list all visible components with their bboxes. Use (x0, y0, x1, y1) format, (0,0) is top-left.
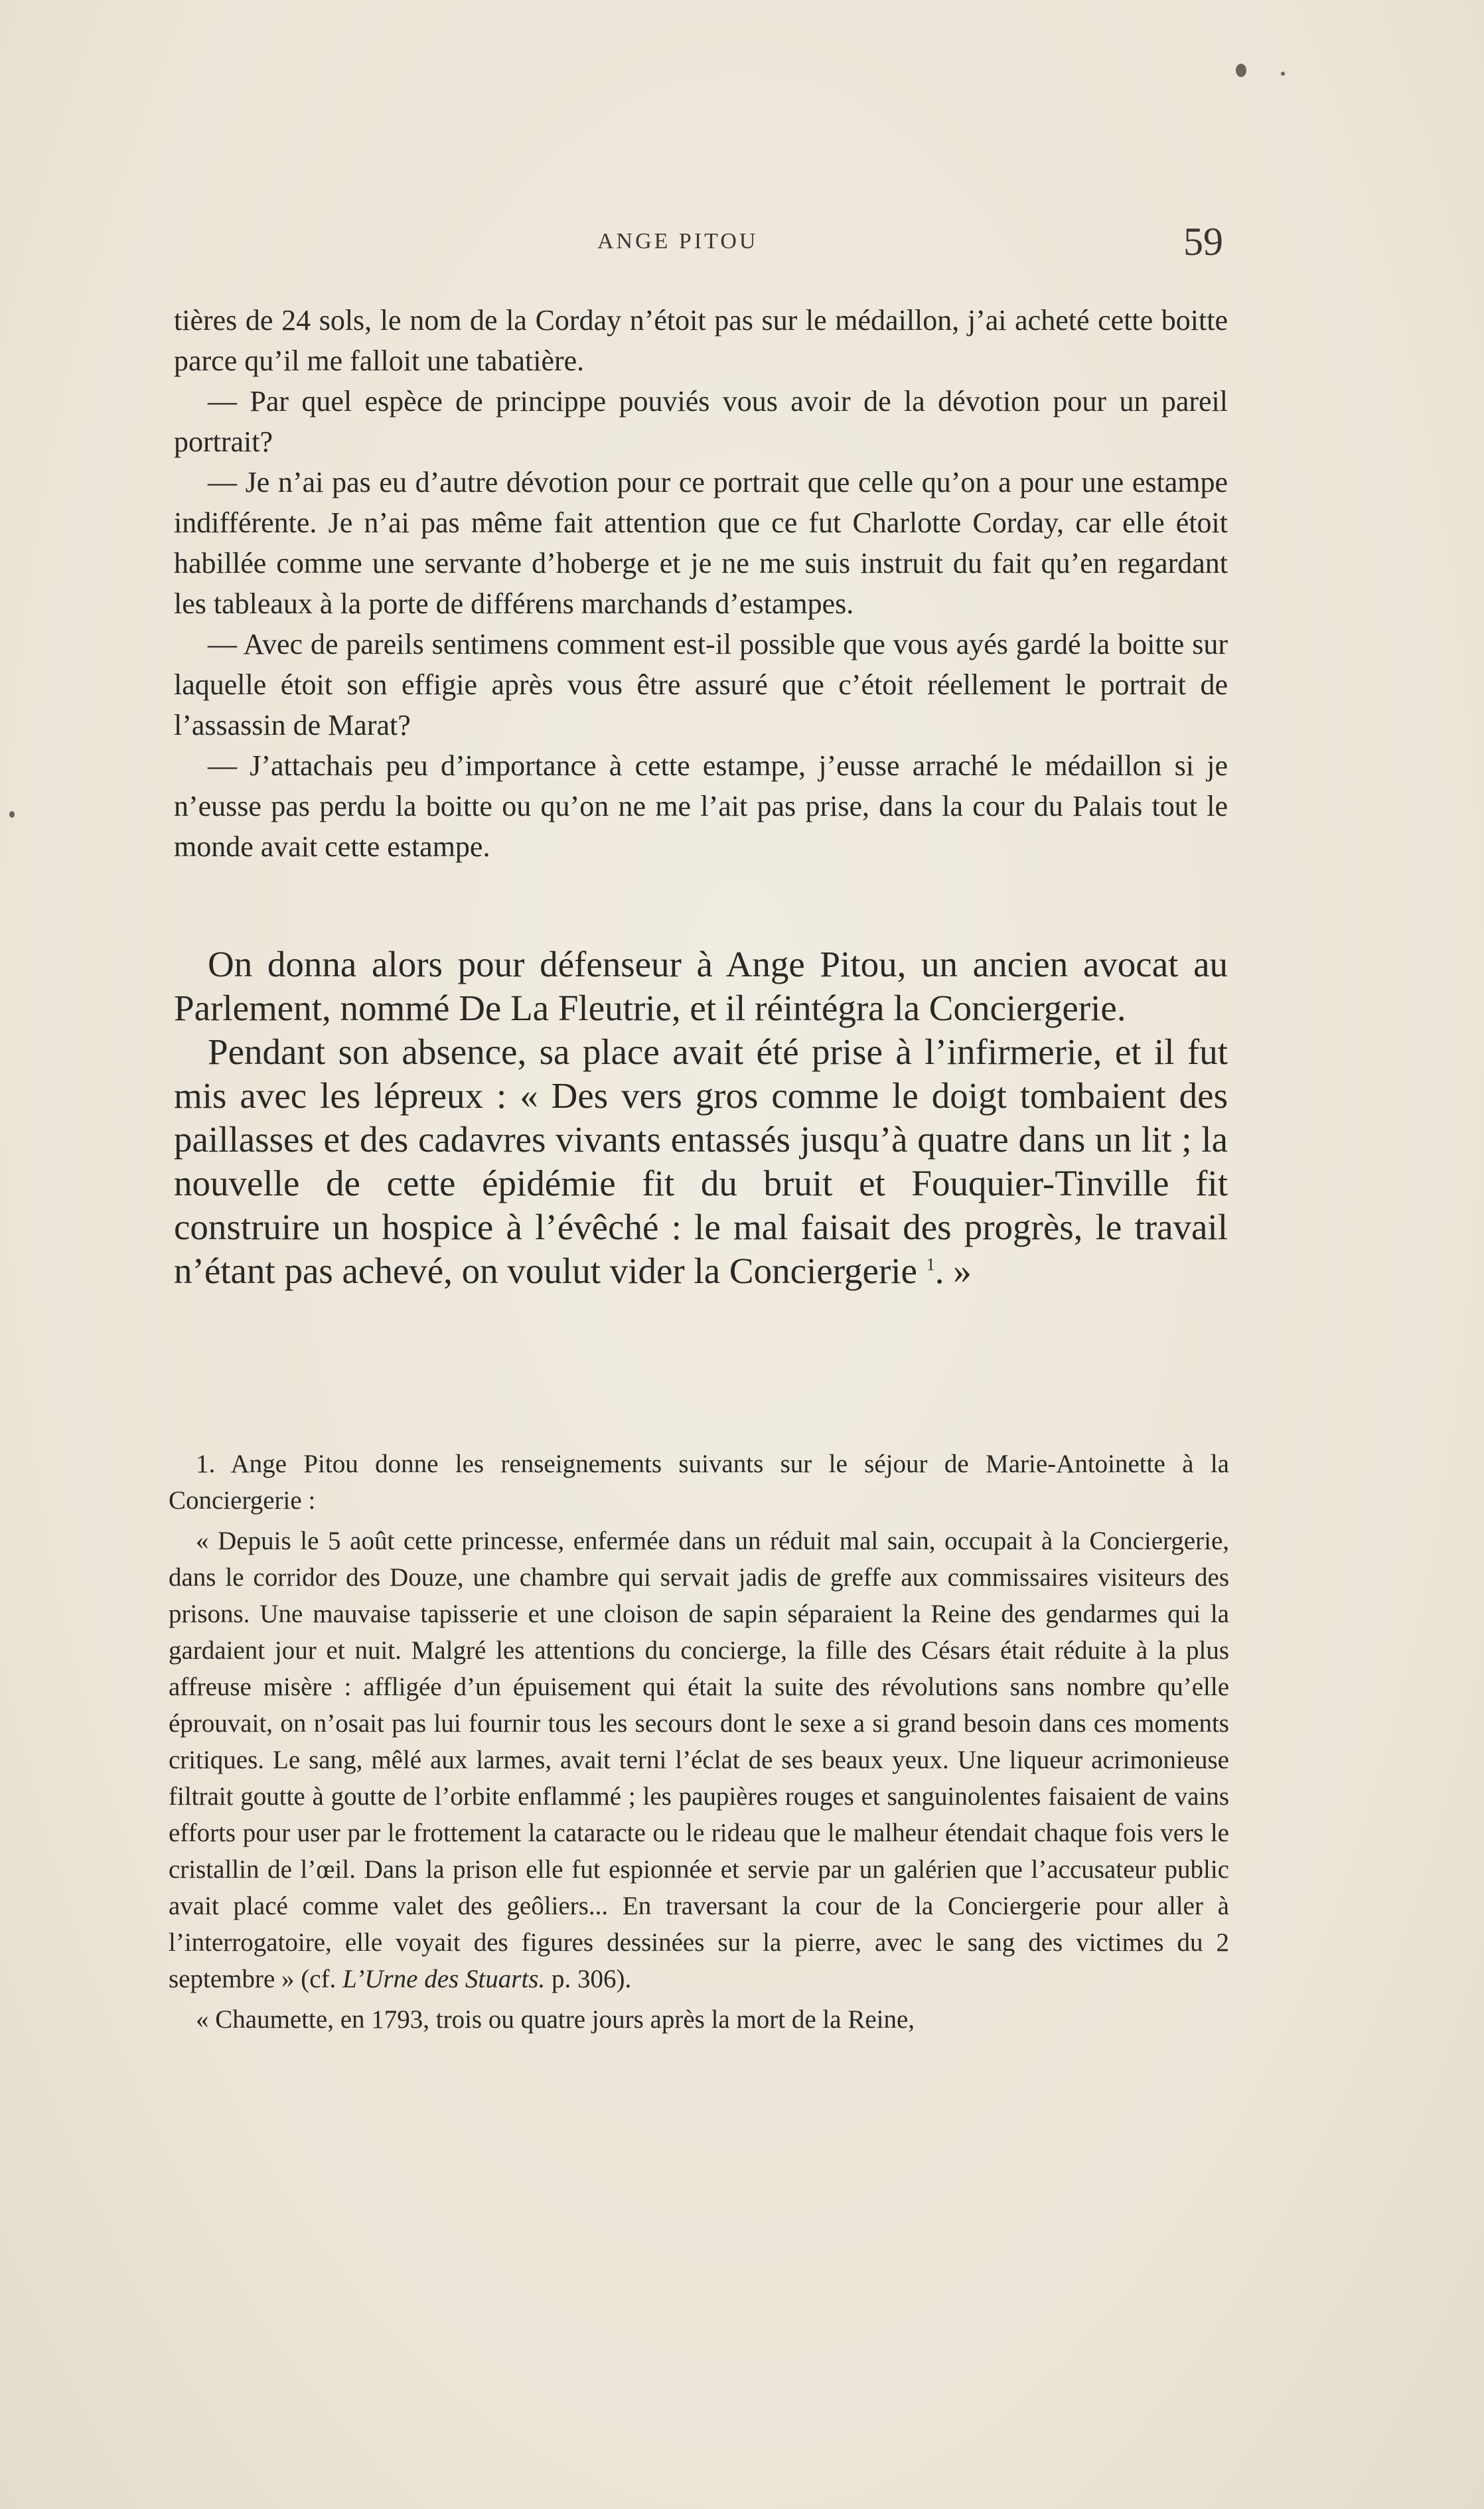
cited-work-title: L’Urne des Stuarts. (342, 1965, 546, 1993)
transcript-paragraph: — Je n’ai pas eu d’autre dévotion pour ce portrait que celle qu’on a pour une estampe indifférente. Je n’ai pas même fait attention que ce fut Charlotte Corday, car elle étoit habillée comme une servante d’hoberge et je ne me suis instruit du fait qu’en regardant les tableaux à la porte de différens marchands d’estampes. (174, 466, 1228, 620)
ink-speck (1281, 72, 1285, 76)
narrative-paragraph-text: Pendant son absence, sa place avait été prise à l’infirmerie, et il fut mis avec les lépreux : « Des vers gros comme le doigt tombaient des paillasses et des cadavres vivants entassés jusqu’à quatre dans un lit ; la nouvelle de cette épidémie fit du bruit et Fouquier-Tinville fit construire un hospice à l’évêché : le mal faisait des progrès, le travail n’étant pas achevé, on voulut vider la Conciergerie (174, 1031, 1228, 1291)
footnote-reference[interactable]: 1 (926, 1254, 935, 1274)
narrative-paragraph (174, 1030, 1228, 1293)
transcript-paragraph: tières de 24 sols, le nom de la Corday n’étoit pas sur le médaillon, j’ai acheté cette boitte parce qu’il me falloit une tabatière. (174, 304, 1228, 377)
cited-page: p. 306). (551, 1965, 632, 1993)
footnote-quote-continued: « Chaumette, en 1793, trois ou quatre jours après la mort de la Reine, (196, 2005, 915, 2034)
narrative-paragraph-end: . » (934, 1251, 972, 1291)
page-number: 59 (1183, 220, 1223, 264)
footnote (169, 1446, 1229, 1519)
transcript-paragraph: — Par quel espèce de princippe pouviés vous avoir de la dévotion pour un pareil portrait? (174, 385, 1228, 458)
ink-speck (9, 811, 15, 818)
footnote-quote (169, 1523, 1229, 1997)
narrative-paragraph: On donna alors pour défenseur à Ange Pitou, un ancien avocat au Parlement, nommé De La Fleutrie, et il réintégra la Conciergerie. (174, 944, 1228, 1028)
transcript-paragraph: — Avec de pareils sentimens comment est-il possible que vous ayés gardé la boitte sur laquelle étoit son effigie après vous être assuré que c’étoit réellement le portrait de l’assassin de Marat? (174, 628, 1228, 741)
footnote-intro: Ange Pitou donne les renseignements suivants sur le séjour de Marie-Antoinette à la Conciergerie : (169, 1450, 1229, 1515)
footnote-number: 1. (196, 1450, 216, 1478)
interrogation-transcript (174, 300, 1228, 867)
footnote-quote-text: « Depuis le 5 août cette princesse, enfermée dans un réduit mal sain, occupait à la Conciergerie, dans le corridor des Douze, une chambre qui servait jadis de greffe aux commissaires visiteurs des prisons. Une mauvaise tapisserie et une cloison de sapin séparaient la Reine des gendarmes qui la gardaient jour et nuit. Malgré les attentions du concierge, la fille des Césars était réduite à la plus affreuse misère : affligée d’un épuisement qui était la suite des révolutions sans nombre qu’elle éprouvait, on n’osait pas lui fournir tous les secours dont le sexe a si grand besoin dans ces moments critiques. Le sang, mêlé aux larmes, avait terni l’éclat de ses beaux yeux. Une liqueur acrimonieuse filtrait goutte à goutte de l’orbite enflammé ; les paupières rouges et sanguinolentes faisaient de vains efforts pour user par le frottement la cataracte ou le rideau que le malheur étendait chaque fois vers le cristallin de l’œil. Dans la prison elle fut espionnée et servie par un galérien que l’accusateur public avait placé comme valet des geôliers... En traversant la cour de la Conciergerie pour aller à l’interrogatoire, elle voyait des figures dessinées sur la pierre, avec le sang des victimes du 2 septembre » (cf. (169, 1527, 1229, 1993)
running-head: ANGE PITOU (597, 229, 759, 254)
ink-speck (1236, 64, 1246, 77)
footnotes (169, 1446, 1229, 2038)
narrative-text (174, 943, 1228, 1293)
transcript-paragraph: — J’attachais peu d’importance à cette estampe, j’eusse arraché le médaillon si je n’eusse pas perdu la boitte ou qu’on ne me l’ait pas prise, dans la cour du Palais tout le monde avait cette estampe. (174, 749, 1228, 863)
